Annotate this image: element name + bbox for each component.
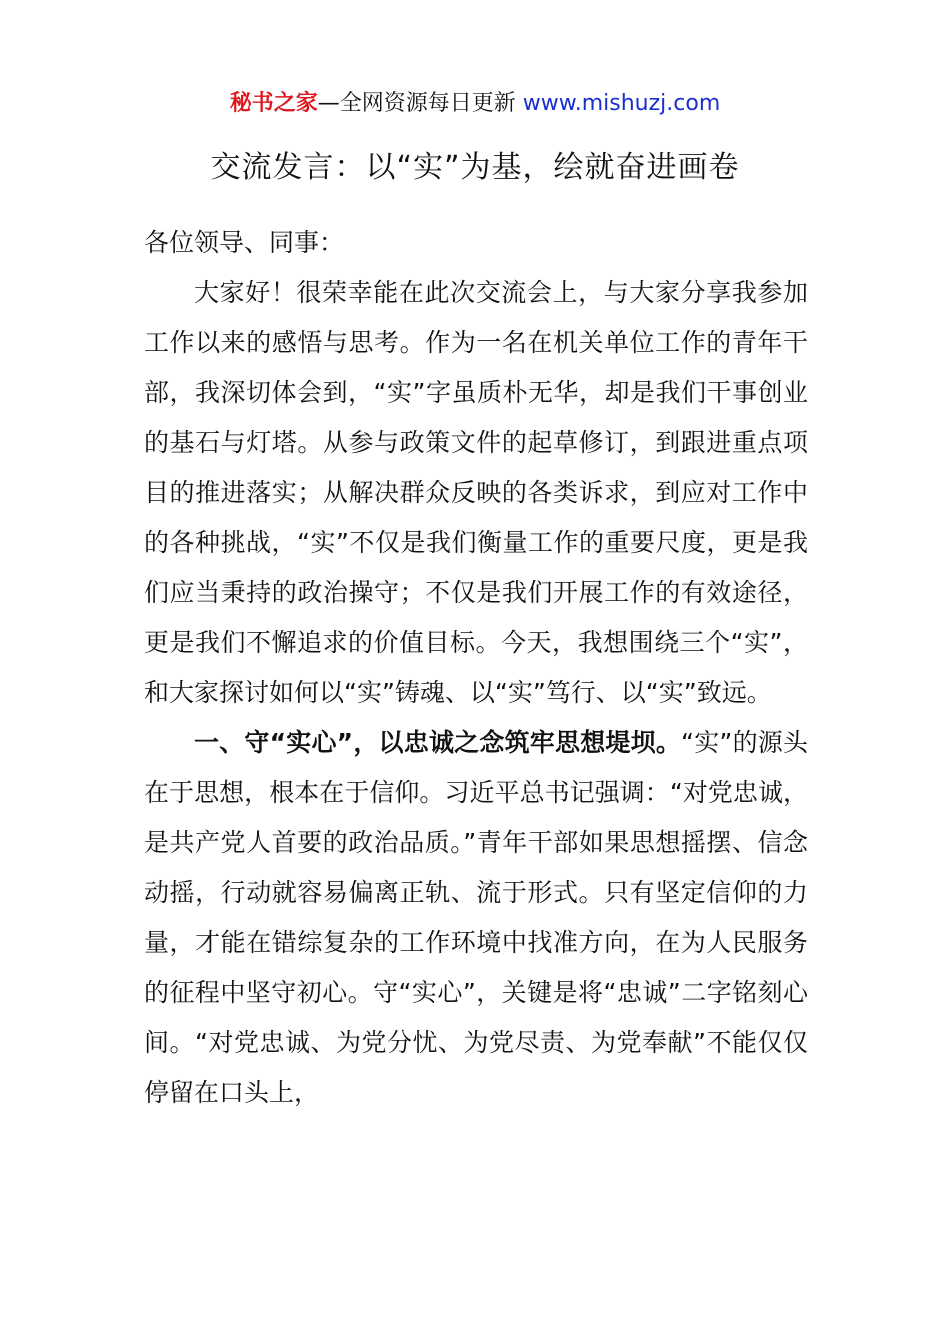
site-header: [0, 88, 950, 120]
paragraph-intro: 大家好！很荣幸能在此次交流会上，与大家分享我参加工作以来的感悟与思考。作为一名在机关单位工作的青年干部，我深切体会到，“实”字虽质朴无华，却是我们干事创业的基石与灯塔。从参与政策文件的起草修订，到跟进重点项目的推进落实；从解决群众反映的各类诉求，到应对工作中的各种挑战，“实”不仅是我们衡量工作的重要尺度，更是我们应当秉持的政治操守；不仅是我们开展工作的有效途径，更是我们不懈追求的价值目标。今天，我想围绕三个“实”，和大家探讨如何以“实”铸魂、以“实”笃行、以“实”致远。: [144, 278, 808, 707]
brand-name: 秘书之家: [229, 91, 318, 116]
site-url[interactable]: www.mishuzj.com: [522, 91, 721, 116]
document-body: [144, 218, 808, 1118]
salutation: 各位领导、同事：: [144, 228, 345, 257]
header-tagline: —全网资源每日更新: [317, 91, 523, 116]
section-1-text: “实”的源头在于思想，根本在于信仰。习近平总书记强调：“对党忠诚，是共产党人首要的政治品质。”青年干部如果思想摇摆、信念动摇，行动就容易偏离正轨、流于形式。只有坚定信仰的力量，才能在错综复杂的工作环境中找准方向，在为人民服务的征程中坚守初心。守“实心”，关键是将“忠诚”二字铭刻心间。“对党忠诚、为党分忧、为党尽责、为党奉献”不能仅仅停留在口头上，: [144, 728, 808, 1107]
document-title: 交流发言：以“实”为基，绘就奋进画卷: [210, 150, 740, 185]
section-1-heading: 一、守“实心”，以忠诚之念筑牢思想堤坝。: [194, 728, 682, 757]
paragraph-section-1: [144, 718, 808, 1118]
